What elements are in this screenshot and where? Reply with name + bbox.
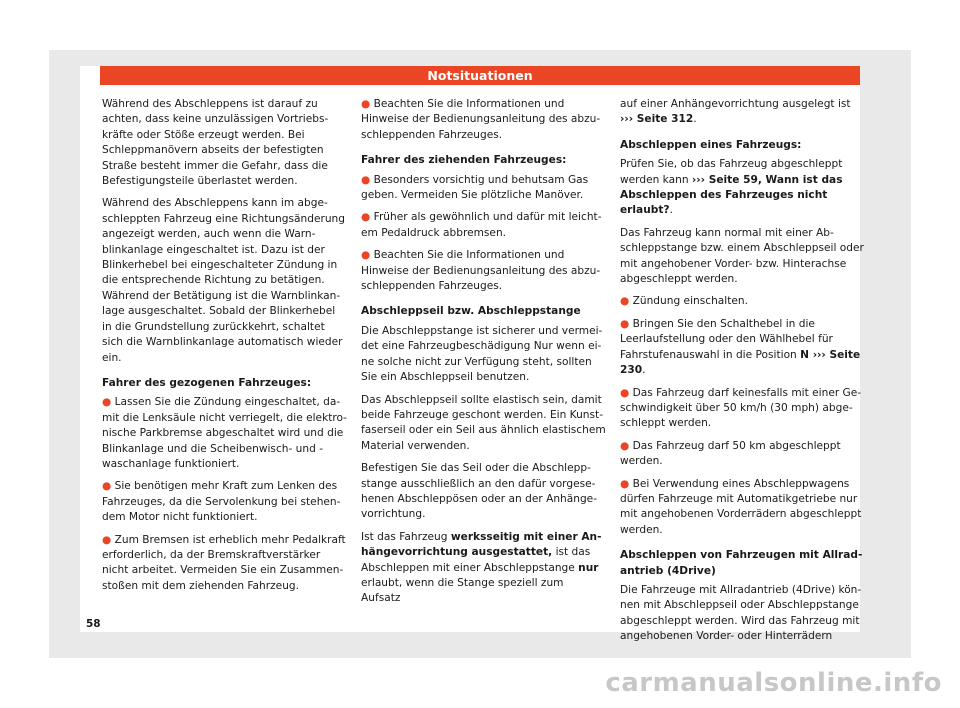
- paragraph: Befestigen Sie das Seil oder die Abschleppstange ausschließlich an den dafür vorgesehenen Abschleppösen oder an der Anhängevorrichtung.: [361, 462, 598, 521]
- bullet-text: Sie benötigen mehr Kraft zum Lenken des Fahrzeuges, da die Servolenkung bei stehendem Motor nicht funktioniert.: [102, 480, 341, 524]
- paragraph: Während des Abschleppens ist darauf zu achten, dass keine unzulässigen Vortriebskräfte oder Stöße erzeugt werden. Bei Schleppmanövern abseits der befestigten Straße besteht immer die Gefahr, dass die Befestigungsteile überlastet werden.: [102, 98, 329, 188]
- bullet-text: Das Fahrzeug darf 50 km abgeschleppt werden.: [620, 439, 841, 468]
- paragraph: Die Fahrzeuge mit Allradantrieb (4Drive) können mit Abschleppseil oder Abschleppstange abgeschleppt werden. Wird das Fahrzeug mit angehobenen Vorder- oder Hinterrädern: [620, 583, 862, 643]
- paragraph: Das Abschleppseil sollte elastisch sein, damit beide Fahrzeuge geschont werden. Ein Kunstfaserseil oder ein Seil aus ähnlich elastischem Material verwenden.: [361, 393, 606, 452]
- text-run: erlaubt, wenn die Stange speziell zum Aufsatz: [361, 576, 564, 605]
- text-run: auf einer Anhängevorrichtung ausgelegt ist: [620, 98, 851, 110]
- bullet-icon: ●: [102, 533, 115, 546]
- bullet-item: [102, 395, 347, 472]
- text-run: Prüfen Sie, ob das Fahrzeug abgeschleppt werden kann: [620, 158, 843, 186]
- bullet-text: Besonders vorsichtig und behutsam Gas geben. Vermeiden Sie plötzliche Manöver.: [361, 173, 589, 202]
- bullet-icon: ●: [620, 295, 633, 308]
- bullet-text: Zum Bremsen ist erheblich mehr Pedalkraft erforderlich, da der Bremskraftverstärker nicht arbeitet. Vermeiden Sie ein Zusammenstoßen mit dem ziehenden Fahrzeug.: [102, 533, 346, 592]
- bullet-item: [361, 173, 606, 204]
- bullet-item: [620, 477, 865, 539]
- bullet-icon: ●: [361, 249, 374, 262]
- bullet-item: [361, 210, 606, 241]
- bullet-text: Beachten Sie die Informationen und Hinweise der Bedienungsanleitung des abzuschleppenden Fahrzeuges.: [361, 249, 601, 293]
- bullet-item: [620, 294, 865, 309]
- column-right: [620, 97, 865, 652]
- bullet-icon: ●: [620, 439, 633, 452]
- bullet-item: [620, 386, 865, 432]
- subheading: Fahrer des gezogenen Fahrzeuges:: [102, 376, 312, 389]
- bullet-icon: ●: [620, 477, 633, 490]
- paragraph: Das Fahrzeug kann normal mit einer Abschleppstange bzw. einem Abschleppseil oder mit angehobener Vorder- bzw. Hinterachse abgeschleppt werden.: [620, 226, 864, 286]
- page-reference-link[interactable]: ››› Seite 312: [620, 113, 694, 126]
- bullet-item: [102, 479, 347, 525]
- page-reference-link[interactable]: N ››› Seite 230: [620, 348, 861, 377]
- bullet-text: Bei Verwendung eines Abschleppwagens dürfen Fahrzeuge mit Automatikgetriebe nur mit angehobenen Vorderrädern abgeschleppt werden.: [620, 477, 862, 536]
- bullet-text: Bringen Sie den Schalthebel in die Leerlaufstellung oder den Wählhebel für Fahrstufenauswahl in die Position: [620, 317, 833, 361]
- paragraph: Während des Abschleppens kann im abgeschleppten Fahrzeug eine Richtungsänderung angezeigt werden, auch wenn die Warnblinkanlage eingeschaltet ist. Dazu ist der Blinkerhebel bei eingeschalteter Zündung in die entsprechende Richtung zu betätigen. Während der Betätigung ist die Warnblinkanlage ausgeschaltet. Sobald der Blinkerhebel in die Grundstellung zurückkehrt, schaltet sich die Warnblinkanlage automatisch wieder ein.: [102, 197, 345, 364]
- page-reference-link[interactable]: ››› Seite 59, Wann ist das Abschleppen des Fahrzeuges nicht erlaubt?: [620, 173, 843, 217]
- column-left: [102, 97, 347, 601]
- paragraph: [620, 157, 865, 219]
- bullet-icon: ●: [620, 317, 633, 330]
- text-run: ist das Abschleppen mit einer Abschleppstange: [361, 546, 591, 574]
- text-run: .: [693, 113, 697, 126]
- text-run: .: [642, 364, 646, 377]
- bullet-icon: ●: [361, 98, 374, 110]
- bullet-icon: ●: [361, 211, 374, 224]
- bullet-item: [102, 533, 347, 595]
- bullet-text: Früher als gewöhnlich und dafür mit leichtem Pedaldruck abbremsen.: [361, 211, 602, 239]
- bullet-text: Beachten Sie die Informationen und Hinweise der Bedienungsanleitung des abzuschleppenden Fahrzeuges.: [361, 98, 601, 141]
- bullet-item: [620, 317, 865, 379]
- bullet-icon: ●: [102, 480, 115, 493]
- bullet-item: [361, 248, 606, 294]
- page-number: 58: [86, 618, 101, 630]
- column-middle: [361, 97, 606, 614]
- bullet-icon: ●: [361, 173, 374, 186]
- watermark: carmanualsonline.info: [605, 668, 942, 698]
- text-run: Ist das Fahrzeug: [361, 530, 451, 543]
- subheading: Abschleppseil bzw. Abschleppstange: [361, 305, 581, 318]
- paragraph: [361, 530, 606, 607]
- bullet-icon: ●: [102, 396, 115, 409]
- text-run-bold: nur: [578, 561, 599, 574]
- bullet-icon: ●: [620, 386, 633, 399]
- bullet-text: Zündung einschalten.: [632, 295, 748, 308]
- text-run-bold: werksseitig mit einer Anhängevorrichtung ausgestattet,: [361, 530, 602, 559]
- text-run: .: [669, 204, 673, 217]
- bullet-text: Das Fahrzeug darf keinesfalls mit einer Geschwindigkeit über 50 km/h (30 mph) abgeschleppt werden.: [620, 386, 862, 430]
- subheading: Abschleppen von Fahrzeugen mit Allradantrieb (4Drive): [620, 549, 863, 577]
- paragraph: [620, 97, 865, 128]
- bullet-text: Lassen Sie die Zündung eingeschaltet, damit die Lenksäule nicht verriegelt, die elektronische Parkbremse abgeschaltet wird und die Blinkanlage und die Scheibenwisch- und -waschanlage funktioniert.: [102, 396, 347, 470]
- bullet-item: [620, 439, 865, 470]
- section-title: Notsituationen: [100, 66, 860, 85]
- subheading: Fahrer des ziehenden Fahrzeuges:: [361, 154, 567, 167]
- subheading: Abschleppen eines Fahrzeugs:: [620, 138, 802, 151]
- paragraph: Die Abschleppstange ist sicherer und vermeidet eine Fahrzeugbeschädigung Nur wenn eine solche nicht zur Verfügung steht, sollten Sie ein Abschleppseil benutzen.: [361, 324, 603, 384]
- bullet-item: [361, 97, 606, 143]
